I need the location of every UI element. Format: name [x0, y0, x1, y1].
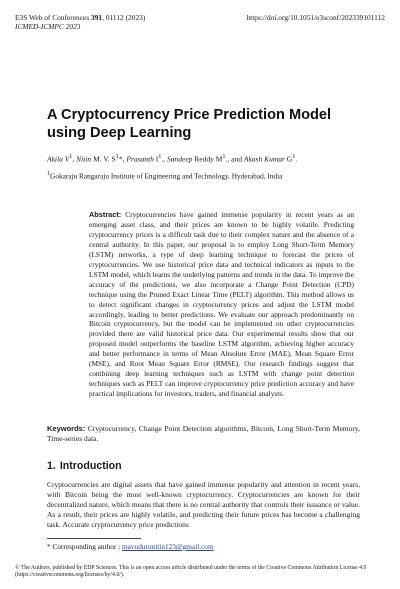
volume-number: 391 — [91, 13, 103, 22]
abstract-label: Abstract: — [89, 210, 122, 219]
author-5: Akash Kumar — [243, 154, 285, 164]
keywords — [47, 424, 360, 444]
footnote: * Corresponding author : mavudurunitin123@gmail.com — [47, 542, 214, 551]
author-4: Sandeep — [166, 154, 193, 164]
footnote-divider — [47, 538, 141, 539]
keywords-text: Cryptocurrency, Change Point Detection algorithms, Bitcoin, Long Short-Term Memory, Time-series data. — [47, 424, 360, 443]
doi-link[interactable]: https://doi.org/10.1051/e3sconf/202339101112 — [246, 13, 385, 22]
conference-name: ICMED-ICMPC 2023 — [15, 22, 81, 31]
paper-title: A Cryptocurrency Price Prediction Model using Deep Learning — [47, 107, 332, 141]
author-1: Akila V — [47, 154, 70, 164]
email-link[interactable]: mavudurunitin123@gmail.com — [122, 542, 214, 551]
abstract-text: Cryptocurrencies have gained immense popularity in recent years as an emerging asset class, and their prices are known to be highly volatile. Predicting cryptocurrency prices is a difficult task due to their complex nature and the absence of a central authority. In this paper, our proposal is to employ Long Short-Term Memory (LSTM) networks, a type of deep learning technique to forecast the prices of cryptocurrencies. We use historical price data and technical indicators as inputs to the LSTM model, which learns the underlying patterns and trends in the data. To improve the accuracy of the predictions, we also incorporate a Change Point Detection (CPD) technique using the Pruned Exact Linear Time (PELT) algorithm. This method allows us to detect significant changes in cryptocurrency prices and adjust the LSTM model accordingly, leading to better predictions. We evaluate our approach predominantly on Bitcoin cryptocurrency, but the model can be implemented on other cryptocurrencies provided there are valid historical price data. Our experimental results show that our proposed model outperforms the baseline LSTM algorithm, achieving higher accuracy and better performance in terms of Mean Absolute Error (MAE), Mean Square Error (MSE), and Root Mean Square Error (RMSE). Our research findings suggest that combining deep learning techniques such as LSTM with change point detection techniques such as PELT can improve cryptocurrency price prediction accuracy and have practical implications for investors, traders, and financial analysts. — [89, 210, 354, 399]
author-2: Nitin — [76, 154, 92, 164]
abstract — [89, 210, 354, 399]
license-footer: © The Authors, published by EDP Sciences. This is an open access article distributed under the terms of the Creative Commons Attribution License 4.0 (https://creativecommons.org/licenses/by/4.0/). — [15, 565, 367, 579]
section-heading-introduction: 1. Introduction — [47, 460, 122, 472]
affiliation: $^1$Gokaraju Rangaraju Institute of Engineering and Technology, Hyderabad, India — [47, 171, 283, 181]
header-left — [15, 13, 145, 31]
author-list: Akila $V^1$, Nitin M. V. $S^1*$, Prasanth $I^1$., Sandeep Reddy $M^1$., and Akash Kumar $G^1$. — [47, 153, 298, 164]
keywords-label: Keywords: — [47, 424, 86, 433]
journal-citation: E3S Web of Conferences 391, 01112 (2023) — [15, 13, 146, 22]
introduction-paragraph: Cryptocurrencies are digital assets that have gained immense popularity and attention in recent years, with Bitcoin being the most well-known cryptocurrency. Cryptocurrencies are known for their decentralized nature, which means that there is no central authority that controls their issuance or value. As a result, their prices are highly volatile, and predicting their future prices has become a challenging task. Accurate cryptocurrency price predictions — [47, 480, 360, 530]
author-3: Prasanth — [126, 154, 154, 164]
